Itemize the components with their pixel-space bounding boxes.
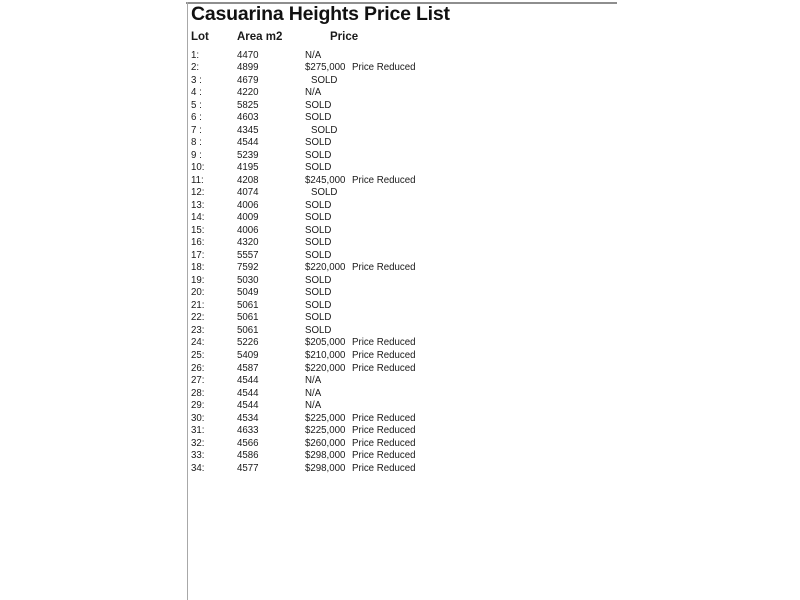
cell-price: $225,000 [305,412,346,424]
cell-lot: 30: [191,412,205,424]
cell-area: 4587 [237,362,259,374]
cell-area: 5061 [237,299,259,311]
cell-area: 4899 [237,62,259,74]
cell-lot: 10: [191,162,205,174]
cell-area: 5239 [237,149,259,161]
cell-area: 4679 [237,74,259,86]
cell-status-note: Price Reduced [352,262,416,274]
cell-price: SOLD [305,249,332,261]
cell-area: 4544 [237,387,259,399]
cell-lot: 34: [191,462,205,474]
cell-status-note: Price Reduced [352,62,416,74]
column-header-lot: Lot [191,31,209,43]
cell-area: 5825 [237,99,259,111]
cell-status-note: Price Reduced [352,362,416,374]
cell-lot: 5 : [191,99,202,111]
cell-price: SOLD [305,274,332,286]
cell-price: N/A [305,400,322,412]
cell-area: 4006 [237,224,259,236]
cell-lot: 11: [191,174,204,186]
cell-price: SOLD [305,237,332,249]
cell-lot: 20: [191,287,205,299]
cell-price: $220,000 [305,262,346,274]
cell-price: SOLD [305,162,332,174]
cell-lot: 8 : [191,137,202,149]
cell-area: 4534 [237,412,259,424]
cell-lot: 7 : [191,124,202,136]
cell-price: SOLD [305,149,332,161]
cell-status-note: Price Reduced [352,412,416,424]
cell-price: SOLD [305,324,332,336]
cell-area: 5049 [237,287,259,299]
page-left-rule [187,2,188,600]
cell-price: $225,000 [305,425,346,437]
column-header-area: Area m2 [237,31,283,43]
cell-lot: 13: [191,199,205,211]
cell-price: SOLD [305,199,332,211]
cell-lot: 18: [191,262,205,274]
cell-lot: 12: [191,187,205,199]
column-header-price: Price [330,31,359,43]
cell-area: 4586 [237,450,259,462]
cell-status-note: Price Reduced [352,462,416,474]
cell-price: SOLD [305,287,332,299]
cell-lot: 15: [191,224,205,236]
cell-area: 4633 [237,425,259,437]
cell-area: 4603 [237,112,259,124]
cell-lot: 24: [191,337,205,349]
cell-lot: 25: [191,349,205,361]
cell-area: 5061 [237,312,259,324]
cell-price: N/A [305,87,322,99]
cell-lot: 31: [191,425,205,437]
cell-lot: 17: [191,249,205,261]
cell-area: 4195 [237,162,259,174]
cell-lot: 22: [191,312,205,324]
cell-price: $298,000 [305,450,346,462]
cell-price: $298,000 [305,462,346,474]
cell-price: SOLD [305,299,332,311]
cell-price: N/A [305,387,322,399]
cell-area: 4345 [237,124,259,136]
cell-status-note: Price Reduced [352,425,416,437]
cell-area: 5226 [237,337,259,349]
cell-lot: 6 : [191,112,202,124]
cell-lot: 33: [191,450,205,462]
cell-lot: 27: [191,375,205,387]
cell-price: SOLD [311,124,338,136]
cell-area: 4074 [237,187,259,199]
cell-area: 5409 [237,349,259,361]
cell-price: $245,000 [305,174,346,186]
cell-area: 4470 [237,49,259,61]
cell-price: N/A [305,375,322,387]
cell-lot: 19: [191,274,205,286]
cell-area: 5061 [237,324,259,336]
cell-price: SOLD [305,137,332,149]
cell-lot: 16: [191,237,205,249]
cell-price: $220,000 [305,362,346,374]
cell-lot: 21: [191,299,205,311]
cell-status-note: Price Reduced [352,437,416,449]
cell-price: SOLD [305,224,332,236]
cell-price: SOLD [305,112,332,124]
cell-area: 4006 [237,199,259,211]
cell-price: $260,000 [305,437,346,449]
cell-area: 4577 [237,462,259,474]
cell-price: SOLD [305,212,332,224]
cell-lot: 14: [191,212,205,224]
cell-price: $210,000 [305,349,346,361]
cell-lot: 4 : [191,87,202,99]
cell-lot: 3 : [191,74,202,86]
cell-lot: 29: [191,400,205,412]
cell-price: SOLD [305,312,332,324]
cell-area: 5030 [237,274,259,286]
cell-status-note: Price Reduced [352,450,416,462]
cell-area: 4544 [237,137,259,149]
cell-price: $275,000 [305,62,346,74]
cell-status-note: Price Reduced [352,349,416,361]
cell-price: N/A [305,49,322,61]
cell-lot: 28: [191,387,205,399]
cell-area: 4208 [237,174,259,186]
cell-lot: 1: [191,49,200,61]
cell-area: 4320 [237,237,259,249]
cell-area: 5557 [237,249,259,261]
cell-area: 4009 [237,212,259,224]
cell-price: SOLD [311,187,338,199]
cell-status-note: Price Reduced [352,337,416,349]
cell-lot: 32: [191,437,205,449]
cell-price: SOLD [311,74,338,86]
cell-area: 4544 [237,400,259,412]
cell-area: 4220 [237,87,259,99]
cell-price: SOLD [305,99,332,111]
cell-area: 4566 [237,437,259,449]
cell-lot: 9 : [191,149,202,161]
cell-lot: 2: [191,62,200,74]
cell-lot: 23: [191,324,205,336]
cell-price: $205,000 [305,337,346,349]
page-title: Casuarina Heights Price List [191,3,450,25]
cell-area: 7592 [237,262,259,274]
cell-status-note: Price Reduced [352,174,416,186]
cell-area: 4544 [237,375,259,387]
cell-lot: 26: [191,362,205,374]
